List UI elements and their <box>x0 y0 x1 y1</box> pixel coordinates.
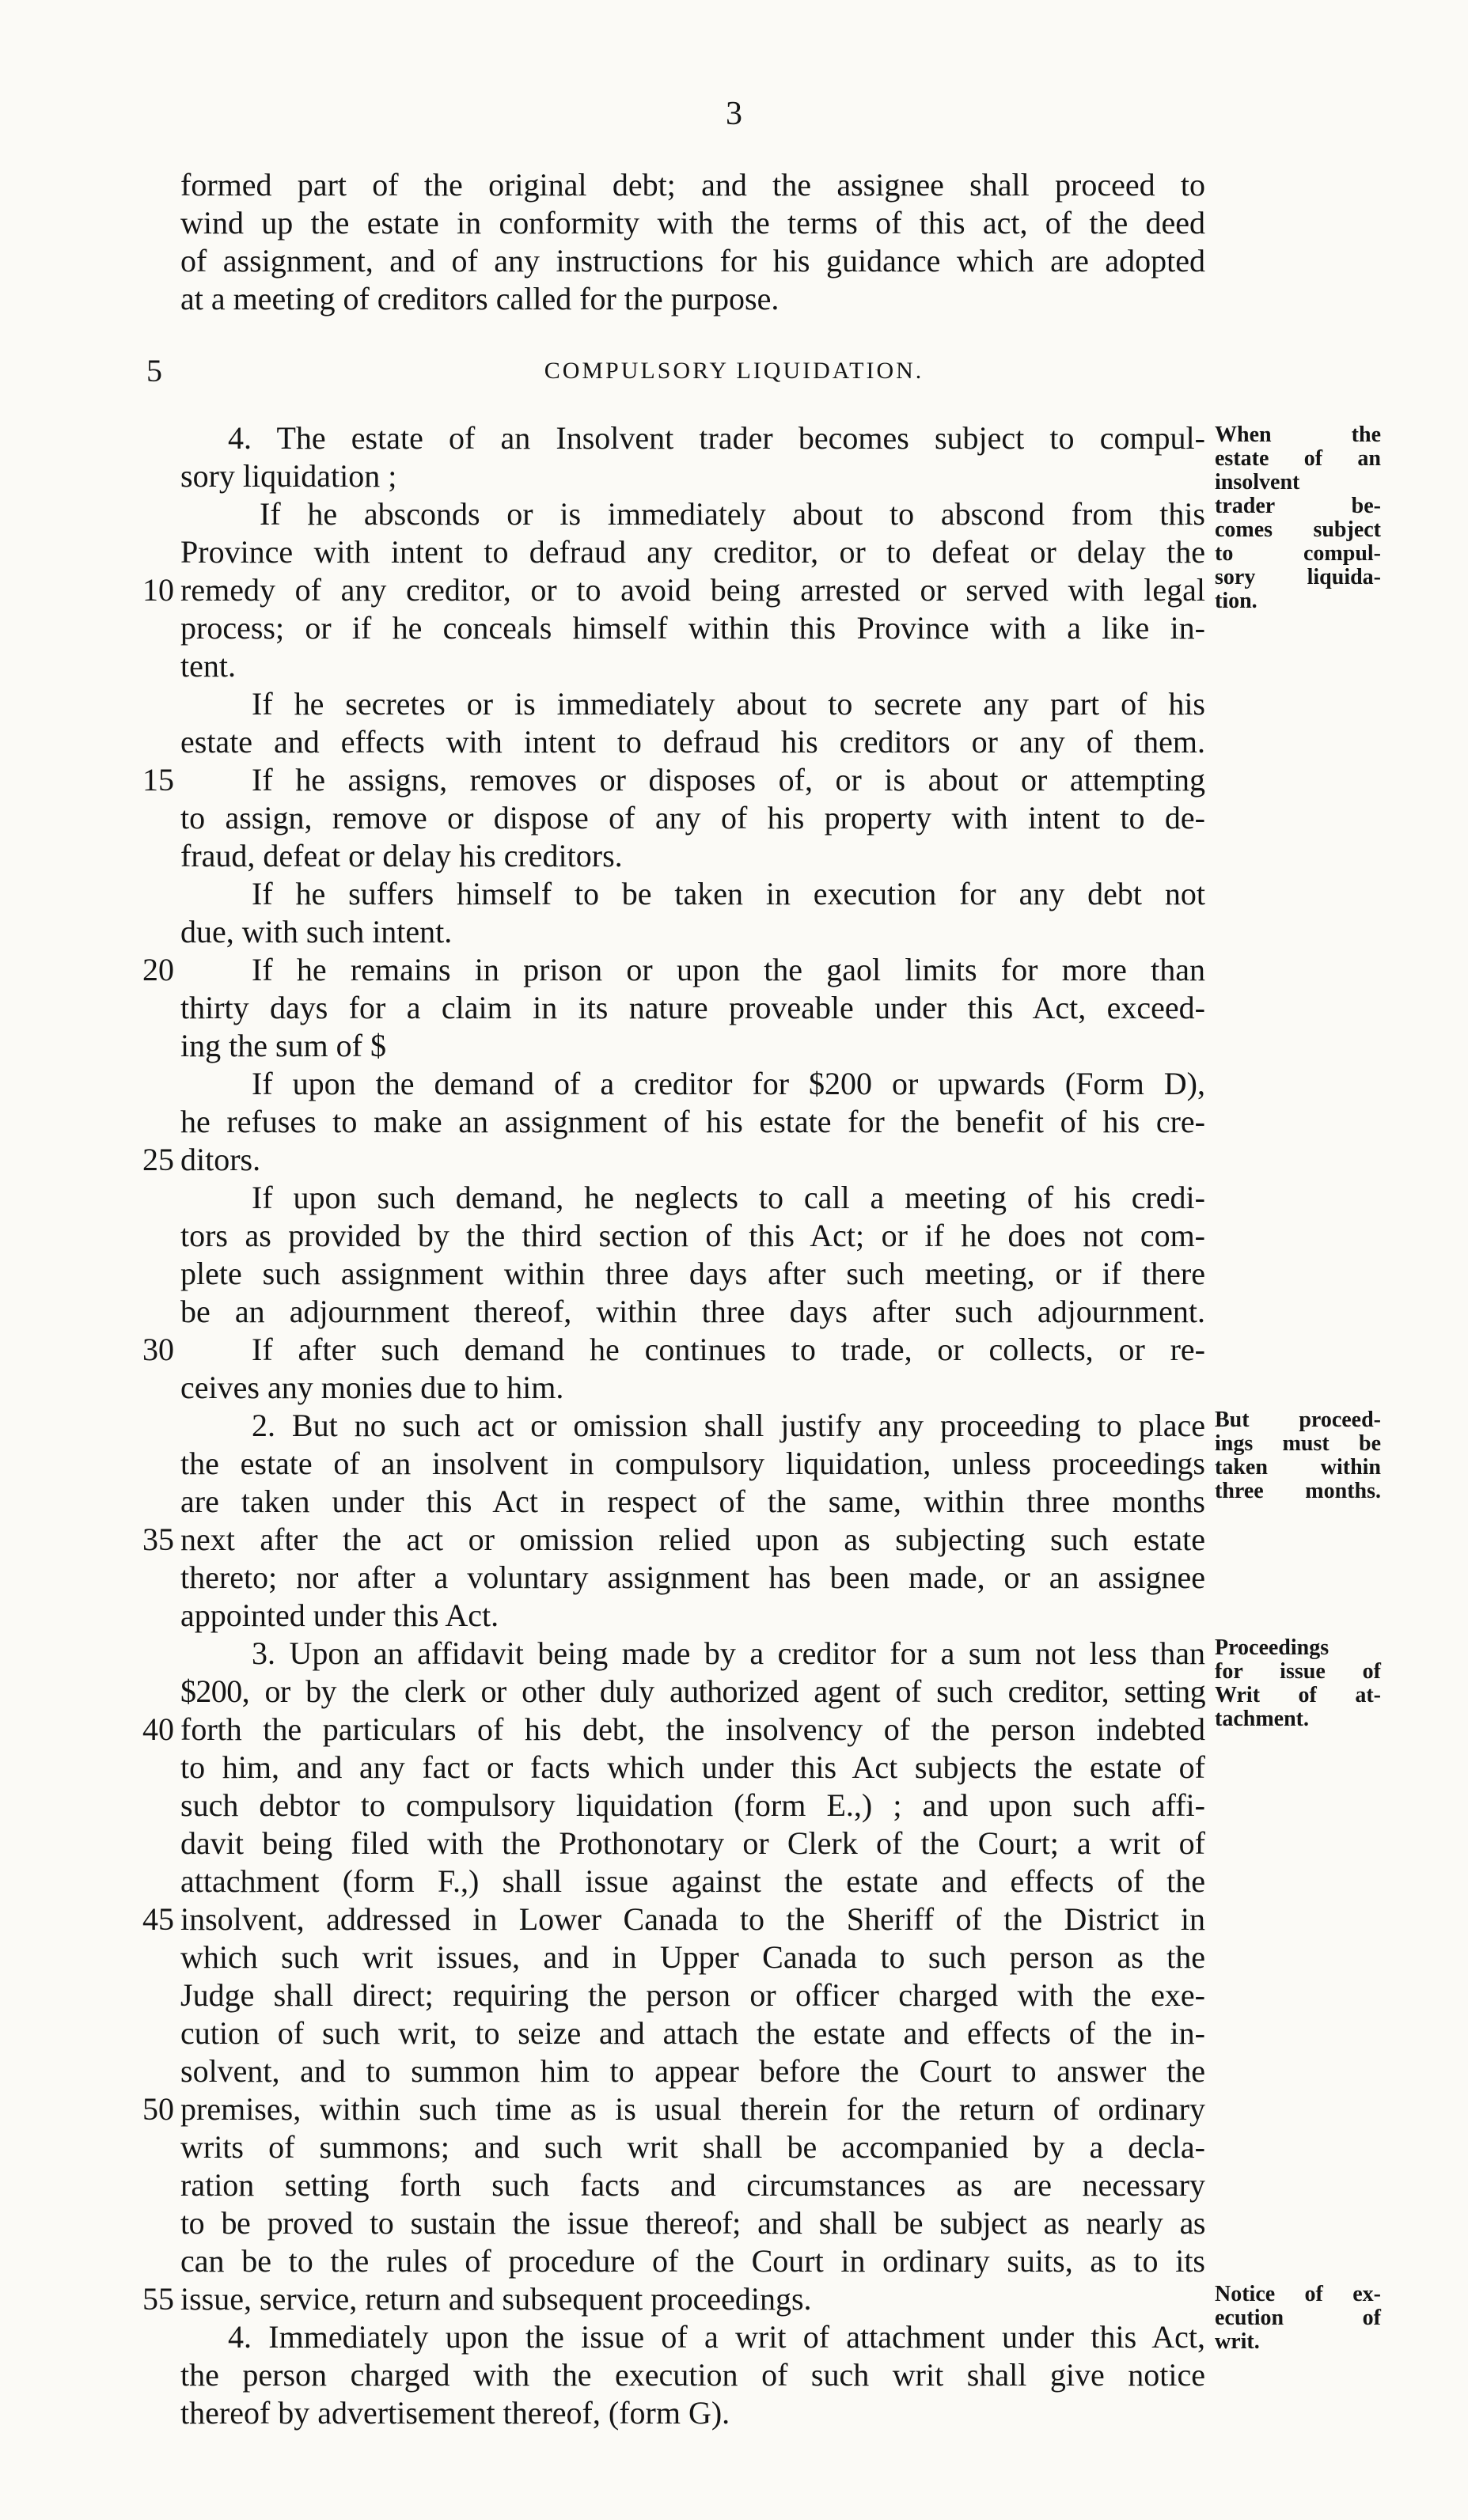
margin-note-line: But proceed- <box>1215 1408 1381 1432</box>
text-line: such debtor to compulsory liquidation (form E.,) ; and upon such affi- <box>180 1787 1205 1823</box>
margin-note-line: Notice of ex- <box>1215 2282 1381 2306</box>
text-line: forth the particulars of his debt, the insolvency of the person indebted <box>180 1711 1205 1747</box>
text-line: ceives any monies due to him. <box>180 1370 564 1405</box>
text-line: the person charged with the execution of such writ shall give notice <box>180 2357 1205 2393</box>
text-line: estate and effects with intent to defraud his creditors or any of them. <box>180 724 1205 760</box>
line-number: 45 <box>142 1901 174 1937</box>
margin-note <box>1215 2283 1381 2354</box>
text-line: tors as provided by the third section of this Act; or if he does not com- <box>180 1218 1205 1253</box>
text-line: formed part of the original debt; and the assignee shall proceed to <box>180 167 1205 203</box>
margin-note-line: ings must be <box>1215 1431 1381 1456</box>
text-line: of assignment, and of any instructions for his guidance which are adopted <box>180 243 1205 279</box>
text-line: thereto; nor after a voluntary assignment has been made, or an assignee <box>180 1559 1205 1595</box>
margin-note-line: trader be- <box>1215 494 1381 518</box>
text-line: tent. <box>180 648 236 684</box>
text-line: fraud, defeat or delay his creditors. <box>180 838 623 873</box>
margin-note-line: insolvent <box>1215 470 1300 495</box>
line-number: 30 <box>142 1332 174 1367</box>
line-number: 25 <box>142 1142 174 1177</box>
text-line: remedy of any creditor, or to avoid being arrested or served with legal <box>180 572 1205 608</box>
line-number: 5 <box>146 353 162 388</box>
text-line: solvent, and to summon him to appear before the Court to answer the <box>180 2053 1205 2089</box>
margin-note <box>1215 1408 1381 1503</box>
text-line: If upon such demand, he neglects to call a meeting of his credi- <box>252 1180 1205 1215</box>
margin-note-line: tachment. <box>1215 1707 1309 1731</box>
text-line: appointed under this Act. <box>180 1597 499 1633</box>
margin-note-line: sory liquida- <box>1215 565 1381 589</box>
line-number: 10 <box>142 572 174 608</box>
intro-paragraph <box>180 166 1205 324</box>
margin-note-line: three months. <box>1215 1479 1381 1503</box>
text-line: 4. Immediately upon the issue of a writ of attachment under this Act, <box>228 2319 1205 2355</box>
margin-note-line: tion. <box>1215 589 1257 613</box>
margin-note-line: Proceedings <box>1215 1635 1330 1660</box>
line-number: 50 <box>142 2091 174 2127</box>
text-line: $200, or by the clerk or other duly authorized agent of such creditor, setting <box>180 1673 1205 1709</box>
text-line: which such writ issues, and in Upper Canada to such person as the <box>180 1939 1205 1975</box>
text-line: 3. Upon an affidavit being made by a creditor for a sum not less than <box>252 1635 1205 1671</box>
text-line: the estate of an insolvent in compulsory liquidation, unless proceedings <box>180 1446 1205 1481</box>
text-line: next after the act or omission relied upon as subjecting such estate <box>180 1521 1205 1557</box>
text-line: writs of summons; and such writ shall be accompanied by a decla- <box>180 2129 1205 2165</box>
text-line: If upon the demand of a creditor for $200 or upwards (Form D), <box>252 1066 1205 1101</box>
text-line: can be to the rules of procedure of the Court in ordinary suits, as to its <box>180 2243 1205 2279</box>
text-line: insolvent, addressed in Lower Canada to the Sheriff of the District in <box>180 1901 1205 1937</box>
text-line: he refuses to make an assignment of his estate for the benefit of his cre- <box>180 1104 1205 1139</box>
margin-note-line: comes subject <box>1215 517 1381 542</box>
text-line: If he suffers himself to be taken in execution for any debt not <box>252 876 1205 911</box>
text-line: sory liquidation ; <box>180 458 397 494</box>
line-number: 55 <box>142 2281 174 2317</box>
body-text <box>180 419 1205 2431</box>
text-line: to be proved to sustain the issue thereof; and shall be subject as nearly as <box>180 2205 1205 2241</box>
margin-note-line: writ. <box>1215 2329 1260 2354</box>
text-line: due, with such intent. <box>180 914 453 949</box>
text-line: thereof by advertisement thereof, (form G). <box>180 2395 730 2431</box>
text-line: to assign, remove or dispose of any of his property with intent to de- <box>180 800 1205 836</box>
line-number: 20 <box>142 952 174 987</box>
margin-note-line: When the <box>1215 423 1381 447</box>
text-line: issue, service, return and subsequent proceedings. <box>180 2281 812 2317</box>
text-line: Judge shall direct; requiring the person or officer charged with the exe- <box>180 1977 1205 2013</box>
text-line: thirty days for a claim in its nature proveable under this Act, exceed- <box>180 990 1205 1025</box>
margin-note <box>1215 423 1381 613</box>
text-line: to him, and any fact or facts which under this Act subjects the estate of <box>180 1749 1205 1785</box>
text-line: plete such assignment within three days after such meeting, or if there <box>180 1256 1205 1291</box>
text-line: attachment (form F.,) shall issue against the estate and effects of the <box>180 1863 1205 1899</box>
text-line: process; or if he conceals himself within this Province with a like in- <box>180 610 1205 646</box>
margin-note-line: Writ of at- <box>1215 1683 1381 1707</box>
text-line: cution of such writ, to seize and attach the estate and effects of the in- <box>180 2015 1205 2051</box>
line-number: 35 <box>142 1521 174 1557</box>
section-heading: COMPULSORY LIQUIDATION. <box>544 358 924 384</box>
text-line: are taken under this Act in respect of the same, within three months <box>180 1484 1205 1519</box>
line-number: 15 <box>142 762 174 798</box>
text-line: ration setting forth such facts and circumstances as are necessary <box>180 2167 1205 2203</box>
text-line: ditors. <box>180 1142 261 1177</box>
text-line: at a meeting of creditors called for the purpose. <box>180 281 780 316</box>
text-line: Province with intent to defraud any creditor, or to defeat or delay the <box>180 534 1205 570</box>
text-line: premises, within such time as is usual therein for the return of ordinary <box>180 2091 1205 2127</box>
margin-note-line: ecution of <box>1215 2306 1381 2330</box>
text-line: If after such demand he continues to trade, or collects, or re- <box>252 1332 1205 1367</box>
text-line: 4. The estate of an Insolvent trader becomes subject to compul- <box>228 420 1205 456</box>
text-line: If he remains in prison or upon the gaol limits for more than <box>252 952 1205 987</box>
text-line: If he secretes or is immediately about to secrete any part of his <box>252 686 1205 722</box>
margin-note <box>1215 1636 1381 1731</box>
text-line: If he assigns, removes or disposes of, or is about or attempting <box>252 762 1205 798</box>
text-line: ing the sum of $ <box>180 1028 386 1063</box>
margin-note-line: to compul- <box>1215 541 1381 566</box>
margin-note-line: estate of an <box>1215 446 1381 471</box>
text-line: be an adjournment thereof, within three days after such adjournment. <box>180 1294 1205 1329</box>
line-number: 40 <box>142 1711 174 1747</box>
page-number: 3 <box>726 96 742 132</box>
text-line: wind up the estate in conformity with the terms of this act, of the deed <box>180 205 1205 241</box>
text-line: davit being filed with the Prothonotary or Clerk of the Court; a writ of <box>180 1825 1205 1861</box>
margin-note-line: for issue of <box>1215 1659 1381 1684</box>
margin-note-line: taken within <box>1215 1455 1381 1480</box>
text-line: 2. But no such act or omission shall justify any proceeding to place <box>252 1408 1205 1443</box>
text-line: If he absconds or is immediately about to abscond from this <box>260 496 1205 532</box>
